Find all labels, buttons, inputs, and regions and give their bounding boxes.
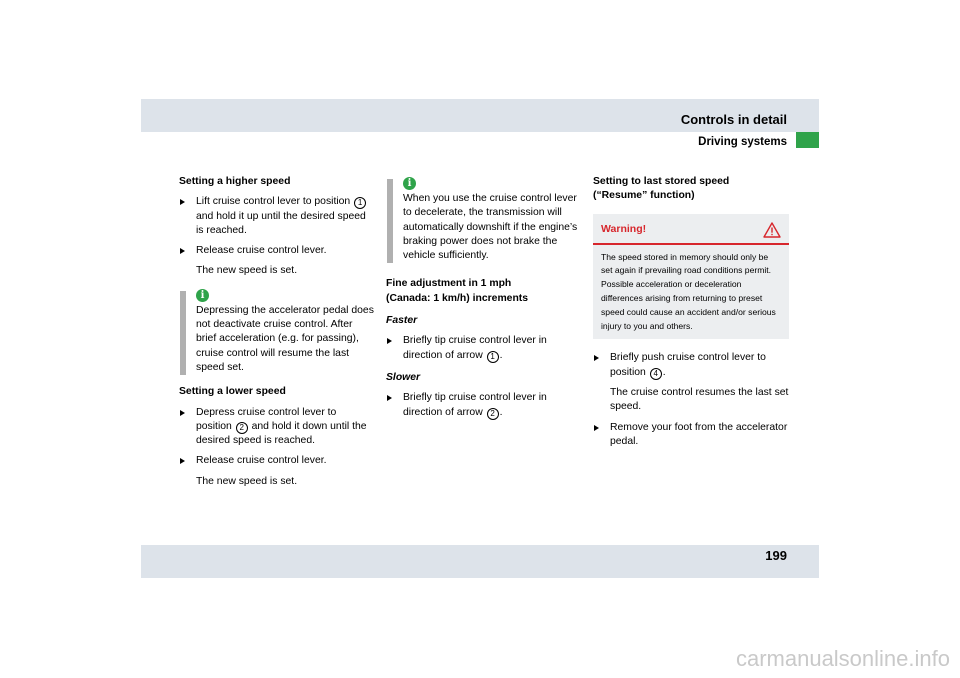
bullet-arrow-icon [180,458,185,464]
heading-fine-adjustment [386,277,582,306]
bullet-arrow-icon [387,338,392,344]
warning-box [593,214,789,340]
bullet-arrow-icon [180,248,185,254]
step-text: . [662,366,666,378]
info-icon: i [403,177,416,190]
instruction-step [179,244,375,258]
heading-higher-speed: Setting a higher speed [179,176,291,187]
info-note [179,289,375,375]
warning-header [593,214,789,245]
heading-line: (“Resume” function) [593,190,695,202]
step-text: and hold it down until the desired speed is reached. [196,420,367,447]
instruction-step [386,334,582,363]
step-result: The new speed is set. [196,475,298,487]
warning-text: The speed stored in memory should only be set again if prevailing road conditions permit. Possible acceleration or deceleration differences arising from returning to preset speed could cause an accident and/or serious injury to you and others. [601,251,776,331]
warning-title: Warning! [601,223,647,236]
column-2 [386,175,582,420]
arrow-number: 1 [487,351,499,363]
instruction-step [179,454,375,468]
warning-triangle-icon [763,222,781,238]
instruction-step [179,406,375,449]
page-title: Controls in detail [680,112,787,127]
position-number: 1 [354,197,366,209]
position-number: 2 [236,422,248,434]
heading-line: (Canada: 1 km/h) increments [386,292,529,304]
bullet-arrow-icon [594,355,599,361]
instruction-step [179,195,375,238]
position-number: 4 [650,368,662,380]
column-1 [179,175,375,489]
step-text: . [499,349,503,361]
bullet-arrow-icon [594,425,599,431]
info-text: When you use the cruise control lever to decelerate, the transmission will automatically downshift if the engine’s braking power does not brake the vehicle sufficiently. [403,193,578,262]
step-text: Remove your foot from the accelerator pedal. [610,421,788,447]
info-bar [180,291,186,375]
step-text: . [499,406,503,418]
bullet-arrow-icon [180,410,185,416]
info-text: Depressing the accelerator pedal does not deactivate cruise control. After brief acceleration (e.g. for passing), cruise control will resume the last speed set. [196,304,374,373]
step-text: Briefly tip cruise control lever in direction of arrow [403,392,547,418]
column-3 [593,175,789,449]
bullet-arrow-icon [387,395,392,401]
step-result: The cruise control resumes the last set speed. [610,386,789,413]
step-text: Lift cruise control lever to position [196,196,354,208]
subheading-faster: Faster [386,315,418,327]
heading-lower-speed: Setting a lower speed [179,386,286,398]
subheading-slower: Slower [386,371,421,383]
arrow-number: 2 [487,408,499,420]
section-subtitle: Driving systems [698,136,787,148]
heading-resume [593,175,789,204]
step-result: The new speed is set. [196,265,298,277]
info-icon: i [196,289,209,302]
instruction-step [386,391,582,420]
heading-line: Setting to last stored speed [593,176,730,187]
heading-line: Fine adjustment in 1 mph [386,278,512,290]
step-text: Release cruise control lever. [196,245,327,257]
section-tab-marker [796,132,819,148]
step-text: Briefly push cruise control lever to position [610,352,766,378]
instruction-step [593,351,789,380]
info-note [386,177,582,263]
step-text: Release cruise control lever. [196,455,327,467]
step-text: Briefly tip cruise control lever in direction of arrow [403,335,547,361]
step-text: Depress cruise control lever to position [196,406,337,432]
instruction-step [593,421,789,450]
watermark: carmanualsonline.info [735,646,950,671]
step-text: and hold it up until the desired speed is reached. [196,210,366,236]
bullet-arrow-icon [180,199,185,205]
page-number: 199 [765,548,787,563]
info-bar [387,179,393,263]
footer-band [141,545,819,578]
